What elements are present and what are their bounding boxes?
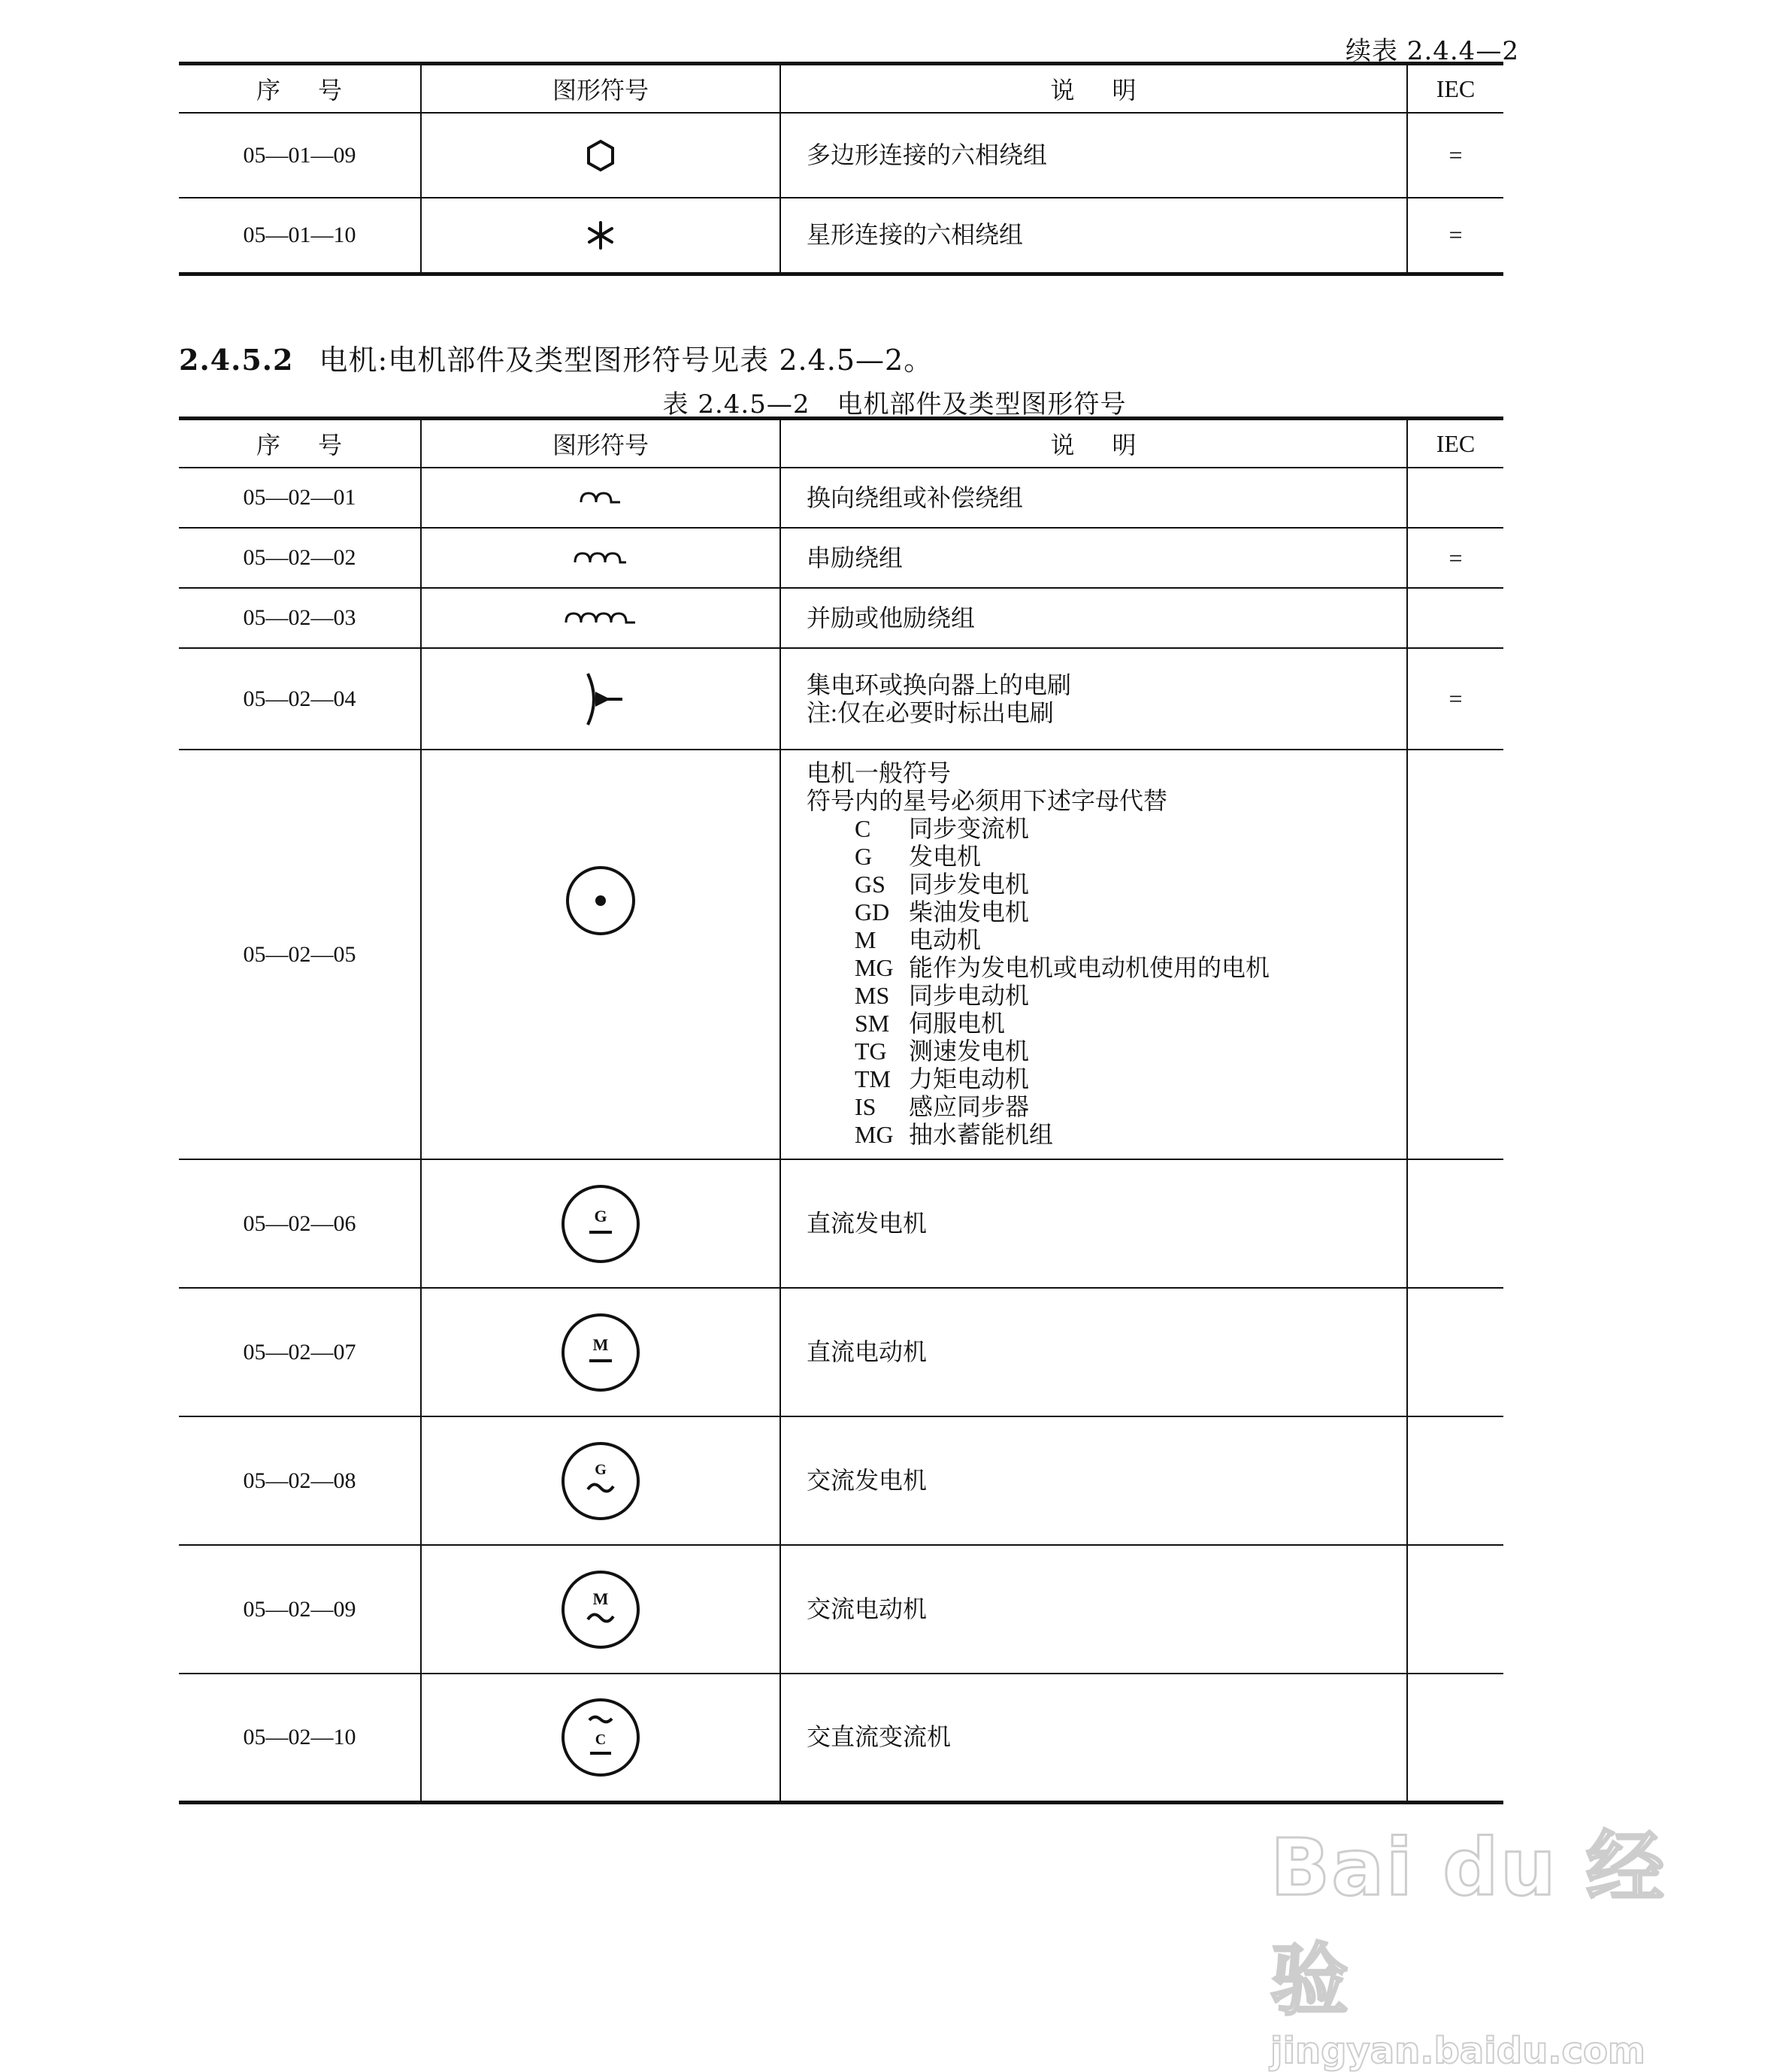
code-meaning: 抽水蓄能机组 bbox=[909, 1121, 1054, 1148]
row-iec: = bbox=[1407, 528, 1503, 588]
dc-motor-icon bbox=[559, 1311, 642, 1394]
row-desc: 电机一般符号 bbox=[807, 759, 952, 786]
row-num: 05—02—05 bbox=[179, 750, 421, 1159]
code-letter: IS bbox=[855, 1093, 876, 1120]
row-desc: 并励或他励绕组 bbox=[780, 588, 1407, 648]
table-row bbox=[179, 468, 1503, 528]
table-caption bbox=[0, 383, 1789, 420]
ac-dc-converter-icon bbox=[559, 1696, 642, 1779]
row-iec bbox=[1407, 1159, 1503, 1288]
code-letter: GS bbox=[855, 871, 885, 898]
row-num: 05—02—09 bbox=[179, 1545, 421, 1674]
row-desc: 交直流变流机 bbox=[780, 1674, 1407, 1802]
code-meaning: 电动机 bbox=[909, 926, 982, 953]
list-item bbox=[807, 926, 1406, 954]
section-number: 2.4.5.2 bbox=[179, 343, 294, 377]
row-iec bbox=[1407, 750, 1503, 1159]
code-meaning: 同步电动机 bbox=[909, 982, 1030, 1009]
hexagon-winding-icon bbox=[582, 137, 619, 174]
code-letter: MG bbox=[855, 954, 894, 981]
list-item bbox=[807, 1065, 1406, 1093]
header-iec: IEC bbox=[1407, 419, 1503, 468]
code-meaning: 发电机 bbox=[909, 843, 982, 870]
shunt-winding-icon bbox=[563, 609, 638, 627]
row-num: 05—02—07 bbox=[179, 1288, 421, 1416]
caption-name: 电机部件及类型图形符号 bbox=[837, 389, 1127, 420]
ac-motor-icon bbox=[559, 1568, 642, 1651]
symbol-letter: M bbox=[592, 1589, 609, 1608]
commutating-winding-icon bbox=[578, 489, 623, 507]
symbol-letter: M bbox=[592, 1334, 609, 1354]
code-meaning: 柴油发电机 bbox=[909, 898, 1030, 925]
row-iec bbox=[1407, 468, 1503, 528]
table-row bbox=[179, 1416, 1503, 1545]
row-num: 05—02—04 bbox=[179, 648, 421, 750]
row-iec: = bbox=[1407, 113, 1503, 198]
row-desc: 星形连接的六相绕组 bbox=[780, 198, 1407, 274]
code-letter: MS bbox=[855, 982, 890, 1009]
list-item bbox=[807, 1038, 1406, 1065]
baidu-jingyan-watermark bbox=[1270, 1804, 1691, 2072]
code-letter: M bbox=[855, 926, 876, 953]
row-desc: 多边形连接的六相绕组 bbox=[780, 113, 1407, 198]
row-iec: = bbox=[1407, 198, 1503, 274]
row-desc2: 符号内的星号必须用下述字母代替 bbox=[807, 787, 1168, 814]
code-meaning: 能作为发电机或电动机使用的电机 bbox=[909, 954, 1270, 981]
row-num: 05—01—09 bbox=[179, 113, 421, 198]
code-letter: C bbox=[855, 815, 871, 842]
header-desc: 说明 bbox=[780, 419, 1407, 468]
symbol-letter: G bbox=[594, 1206, 607, 1225]
list-item bbox=[807, 1093, 1406, 1121]
ac-generator-icon bbox=[559, 1440, 642, 1522]
row-desc: 换向绕组或补偿绕组 bbox=[780, 468, 1407, 528]
table-header-row bbox=[179, 64, 1503, 114]
row-desc: 直流发电机 bbox=[780, 1159, 1407, 1288]
code-letter: TM bbox=[855, 1065, 891, 1092]
series-winding-icon bbox=[572, 549, 629, 567]
header-num: 序号 bbox=[179, 64, 421, 114]
row-desc: 交流发电机 bbox=[780, 1416, 1407, 1545]
row-num: 05—01—10 bbox=[179, 198, 421, 274]
row-iec bbox=[1407, 1674, 1503, 1802]
row-note: 注:仅在必要时标出电刷 bbox=[807, 698, 1054, 726]
code-letter: MG bbox=[855, 1121, 894, 1148]
row-num: 05—02—01 bbox=[179, 468, 421, 528]
code-letter: GD bbox=[855, 898, 890, 925]
dc-generator-icon bbox=[559, 1183, 642, 1265]
caption-number: 表 2.4.5—2 bbox=[662, 389, 810, 420]
row-iec: = bbox=[1407, 648, 1503, 750]
motor-code-list bbox=[807, 815, 1406, 1149]
row-num: 05—02—03 bbox=[179, 588, 421, 648]
code-meaning: 同步变流机 bbox=[909, 815, 1030, 842]
brush-icon bbox=[574, 669, 627, 729]
list-item bbox=[807, 1010, 1406, 1038]
table-row bbox=[179, 1545, 1503, 1674]
row-desc: 交流电动机 bbox=[780, 1545, 1407, 1674]
code-letter: G bbox=[855, 843, 873, 870]
row-num: 05—02—10 bbox=[179, 1674, 421, 1802]
code-meaning: 测速发电机 bbox=[909, 1038, 1030, 1065]
continuation-label: 续表 2.4.4—2 bbox=[1346, 36, 1519, 66]
top-symbol-table bbox=[179, 62, 1503, 276]
list-item bbox=[807, 815, 1406, 843]
row-iec bbox=[1407, 588, 1503, 648]
table-row bbox=[179, 648, 1503, 750]
table-row bbox=[179, 113, 1503, 198]
list-item bbox=[807, 843, 1406, 871]
table-row bbox=[179, 528, 1503, 588]
row-desc: 串励绕组 bbox=[780, 528, 1407, 588]
code-letter: TG bbox=[855, 1038, 887, 1065]
watermark-url: jingyan.baidu.com bbox=[1270, 2030, 1645, 2072]
row-desc: 直流电动机 bbox=[780, 1288, 1407, 1416]
table-row bbox=[179, 1159, 1503, 1288]
code-meaning: 同步发电机 bbox=[909, 871, 1030, 898]
table-row bbox=[179, 1674, 1503, 1802]
row-num: 05—02—06 bbox=[179, 1159, 421, 1288]
table-row bbox=[179, 198, 1503, 274]
list-item bbox=[807, 982, 1406, 1010]
six-phase-star-icon bbox=[582, 217, 619, 254]
section-text: 电机:电机部件及类型图形符号见表 2.4.5—2。 bbox=[319, 344, 934, 377]
symbol-letter: C bbox=[595, 1731, 607, 1748]
row-iec bbox=[1407, 1416, 1503, 1545]
header-symbol: 图形符号 bbox=[421, 419, 780, 468]
list-item bbox=[807, 1121, 1406, 1149]
table-row bbox=[179, 750, 1503, 1159]
list-item bbox=[807, 871, 1406, 898]
code-meaning: 感应同步器 bbox=[909, 1093, 1030, 1120]
header-symbol: 图形符号 bbox=[421, 64, 780, 114]
row-num: 05—02—08 bbox=[179, 1416, 421, 1545]
table-row bbox=[179, 1288, 1503, 1416]
section-heading bbox=[179, 337, 933, 378]
table-row bbox=[179, 588, 1503, 648]
code-meaning: 力矩电动机 bbox=[909, 1065, 1030, 1092]
header-desc: 说明 bbox=[780, 64, 1407, 114]
list-item bbox=[807, 898, 1406, 926]
list-item bbox=[807, 954, 1406, 982]
code-letter: SM bbox=[855, 1010, 890, 1037]
table-header-row bbox=[179, 419, 1503, 468]
row-desc: 集电环或换向器上的电刷 bbox=[807, 671, 1072, 698]
row-num: 05—02—02 bbox=[179, 528, 421, 588]
header-num: 序号 bbox=[179, 419, 421, 468]
watermark-brand: Bai du 经验 bbox=[1270, 1822, 1666, 2026]
machine-general-icon bbox=[563, 863, 638, 938]
row-iec bbox=[1407, 1288, 1503, 1416]
main-symbol-table bbox=[179, 417, 1503, 1804]
header-iec: IEC bbox=[1407, 64, 1503, 114]
symbol-letter: G bbox=[595, 1461, 607, 1478]
row-iec bbox=[1407, 1545, 1503, 1674]
code-meaning: 伺服电机 bbox=[909, 1010, 1006, 1037]
